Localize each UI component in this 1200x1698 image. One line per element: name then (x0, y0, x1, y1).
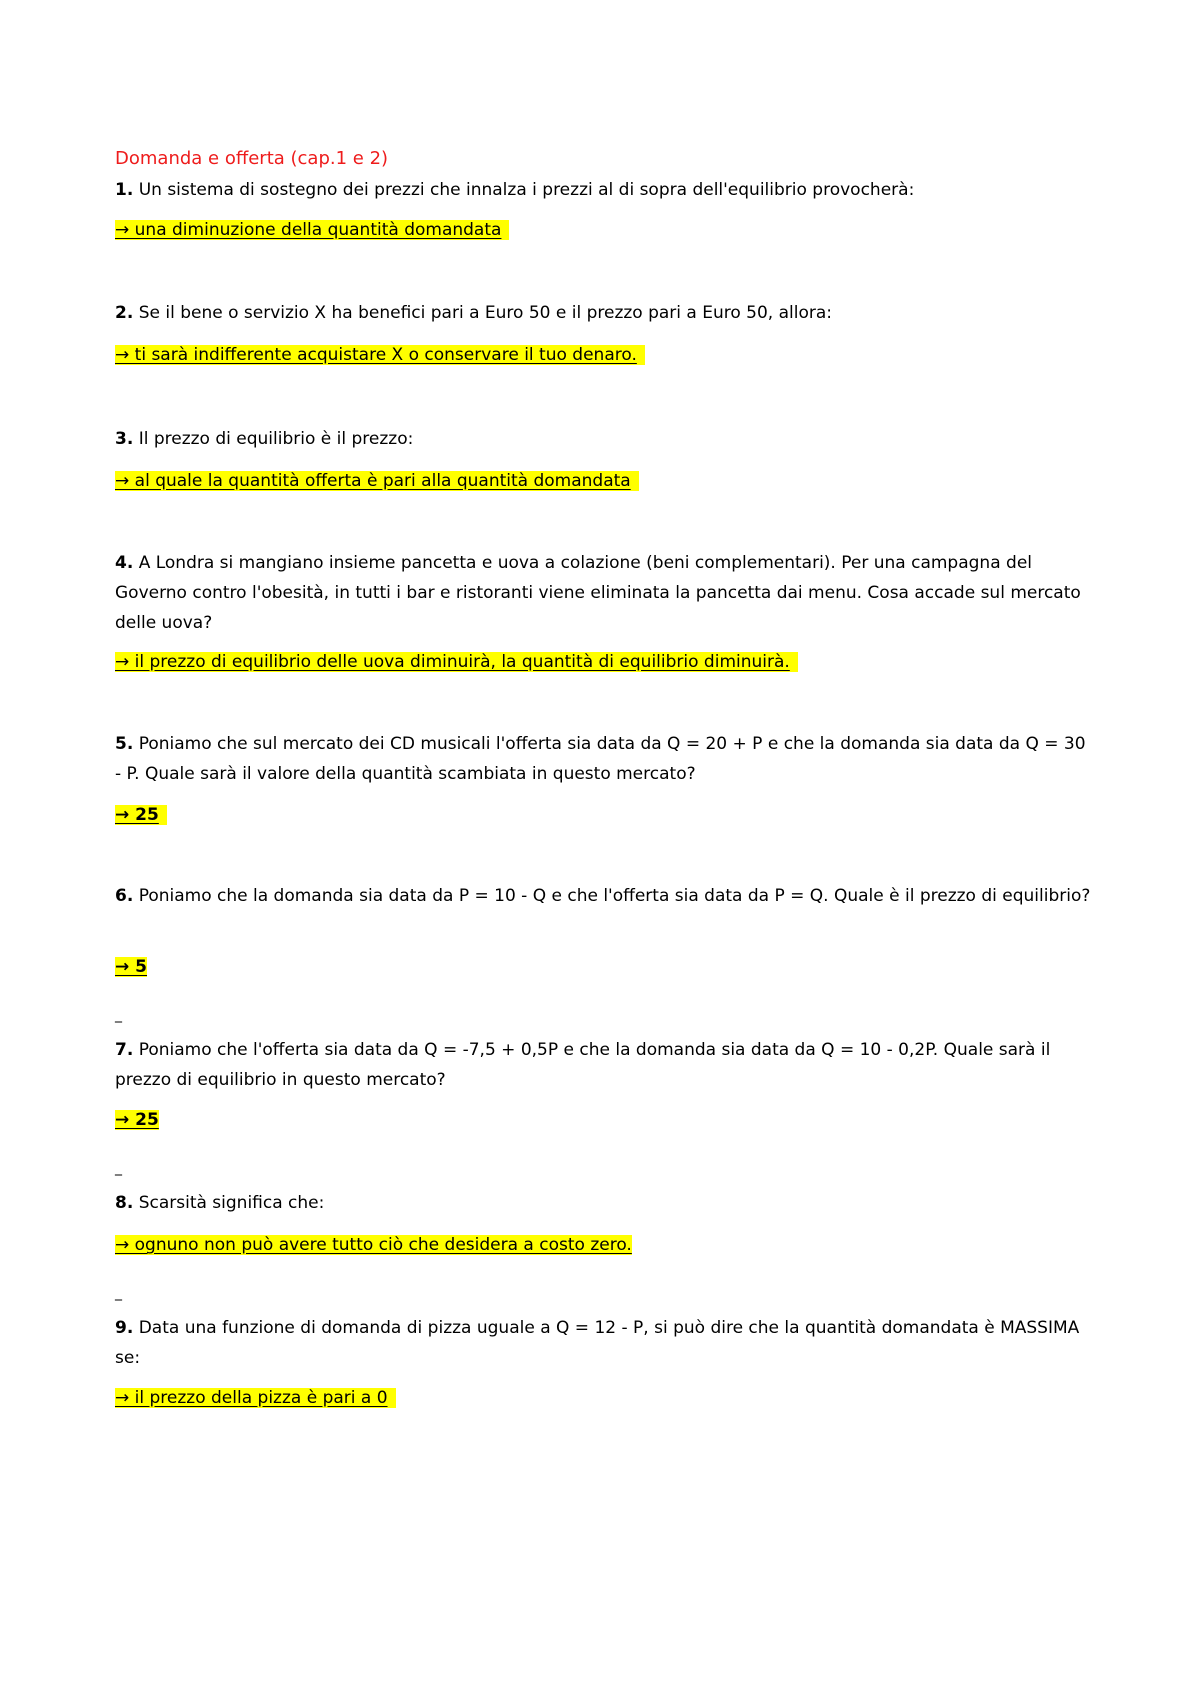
question-text: Se il bene o servizio X ha benefici pari a Euro 50 e il prezzo pari a Euro 50, allora: (133, 303, 833, 323)
question-number: 3. (115, 429, 134, 449)
question-text: Scarsità significa che: (133, 1193, 325, 1213)
question-text: A Londra si mangiano insieme pancetta e uova a colazione (beni complementari). Per una campagna del Governo contro l'obesità, in tutti i bar e ristoranti viene eliminata la pancetta dai menu. Cosa accade sul mercato delle uova? (115, 553, 1081, 633)
question-text: Un sistema di sostegno dei prezzi che innalza i prezzi al di sopra dell'equilibrio provocherà: (133, 180, 915, 200)
question-number: 1. (115, 180, 134, 200)
question-5 (115, 729, 1095, 789)
answer-2 (115, 343, 645, 367)
answer-6 (115, 955, 147, 979)
question-8 (115, 1188, 1095, 1218)
question-number: 5. (115, 734, 134, 754)
answer-text: → una diminuzione della quantità domandata (115, 220, 509, 240)
question-number: 4. (115, 553, 134, 573)
answer-text: → ognuno non può avere tutto ciò che desidera a costo zero. (115, 1235, 632, 1255)
answer-text: → il prezzo di equilibrio delle uova diminuirà, la quantità di equilibrio diminuirà. (115, 652, 798, 672)
answer-1 (115, 218, 509, 242)
question-number: 9. (115, 1318, 134, 1338)
answer-text: → il prezzo della pizza è pari a 0 (115, 1388, 396, 1408)
question-number: 6. (115, 886, 134, 906)
question-number: 7. (115, 1040, 134, 1060)
question-9 (115, 1313, 1095, 1373)
answer-text: → 25 (115, 1110, 159, 1130)
question-text: Il prezzo di equilibrio è il prezzo: (133, 429, 414, 449)
answer-text: → al quale la quantità offerta è pari alla quantità domandata (115, 471, 639, 491)
answer-text: → 25 (115, 805, 167, 825)
question-text: Poniamo che la domanda sia data da P = 10 - Q e che l'offerta sia data da P = Q. Quale è il prezzo di equilibrio? (133, 886, 1091, 906)
question-3 (115, 424, 1095, 454)
question-text: Data una funzione di domanda di pizza uguale a Q = 12 - P, si può dire che la quantità domandata è MASSIMA se: (115, 1318, 1080, 1368)
question-6 (115, 881, 1095, 911)
answer-text: → ti sarà indifferente acquistare X o conservare il tuo denaro. (115, 345, 645, 365)
answer-4 (115, 650, 798, 674)
question-2 (115, 298, 1095, 328)
question-text: Poniamo che l'offerta sia data da Q = -7,5 + 0,5P e che la domanda sia data da Q = 10 - 0,2P. Quale sarà il prezzo di equilibrio in questo mercato? (115, 1040, 1051, 1090)
question-text: Poniamo che sul mercato dei CD musicali l'offerta sia data da Q = 20 + P e che la domanda sia data da Q = 30 - P. Quale sarà il valore della quantità scambiata in questo mercato? (115, 734, 1086, 784)
separator: _ (115, 1160, 122, 1176)
separator: _ (115, 1007, 122, 1023)
section-title: Domanda e offerta (cap.1 e 2) (115, 148, 389, 169)
answer-5 (115, 803, 167, 827)
question-4 (115, 548, 1095, 638)
answer-7 (115, 1108, 159, 1132)
answer-9 (115, 1386, 396, 1410)
question-number: 2. (115, 303, 134, 323)
question-number: 8. (115, 1193, 134, 1213)
question-1 (115, 175, 1095, 205)
question-7 (115, 1035, 1095, 1095)
answer-8 (115, 1233, 632, 1257)
answer-text: → 5 (115, 957, 147, 977)
separator: _ (115, 1285, 122, 1301)
answer-3 (115, 469, 639, 493)
